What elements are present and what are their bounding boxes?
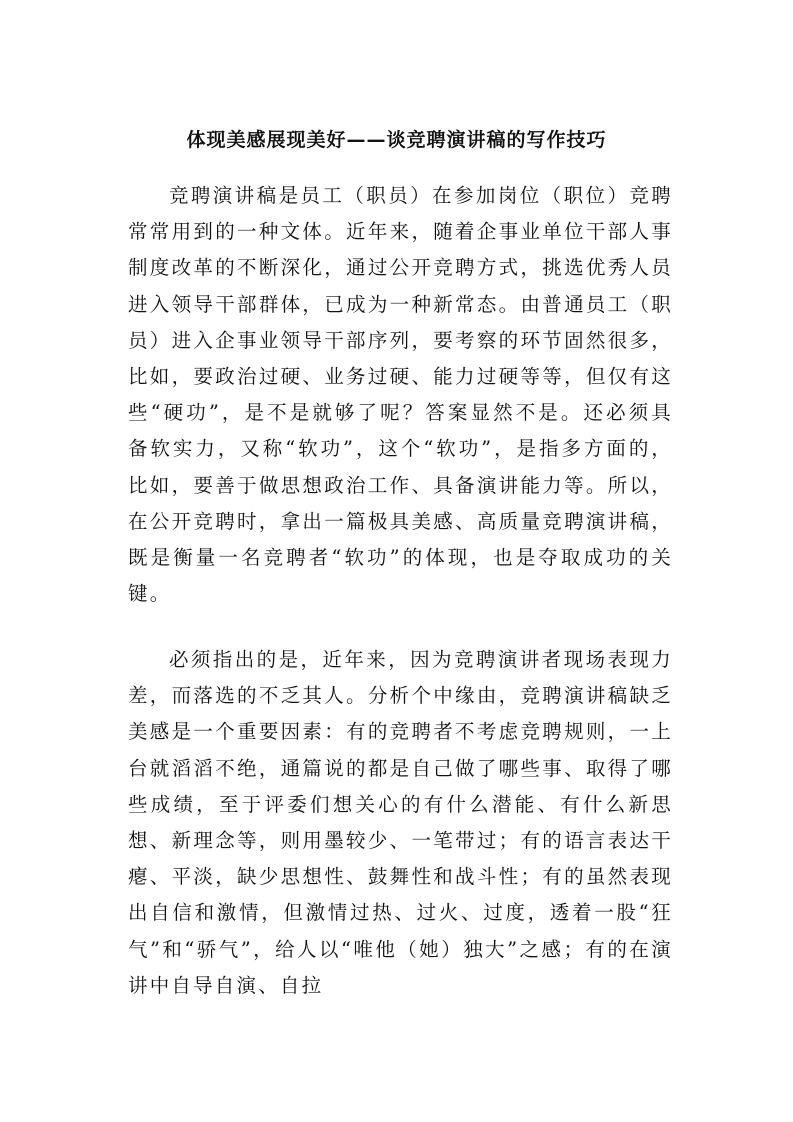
document-title: 体现美感展现美好——谈竞聘演讲稿的写作技巧 (186, 129, 607, 151)
paragraph-1: 竞聘演讲稿是员工（职员）在参加岗位（职位）竞聘常常用到的一种文体。近年来，随着企事业单位干部人事制度改革的不断深化，通过公开竞聘方式，挑选优秀人员进入领导干部群体，已成为一种新常态。由普通员工（职员）进入企事业领导干部序列，要考察的环节固然很多，比如，要政治过硬、业务过硬、能力过硬等等，但仅有这些“硬功”，是不是就够了呢？答案显然不是。还必须具备软实力，又称“软功”，这个“软功”，是指多方面的，比如，要善于做思想政治工作、具备演讲能力等。所以，在公开竞聘时，拿出一篇极具美感、高质量竞聘演讲稿，既是衡量一名竞聘者“软功”的体现，也是夺取成功的关键。 (128, 184, 673, 606)
paragraph-2: 必须指出的是，近年来，因为竞聘演讲者现场表现力差，而落选的不乏其人。分析个中缘由，竞聘演讲稿缺乏美感是一个重要因素：有的竞聘者不考虑竞聘规则，一上台就滔滔不绝，通篇说的都是自己做了哪些事、取得了哪些成绩，至于评委们想关心的有什么潜能、有什么新思想、新理念等，则用墨较少、一笔带过；有的语言表达干瘪、平淡，缺少思想性、鼓舞性和战斗性；有的虽然表现出自信和激情，但激情过热、过火、过度，透着一股“狂气”和“骄气”，给人以“唯他（她）独大”之感；有的在演讲中自导自演、自拉 (128, 648, 673, 997)
